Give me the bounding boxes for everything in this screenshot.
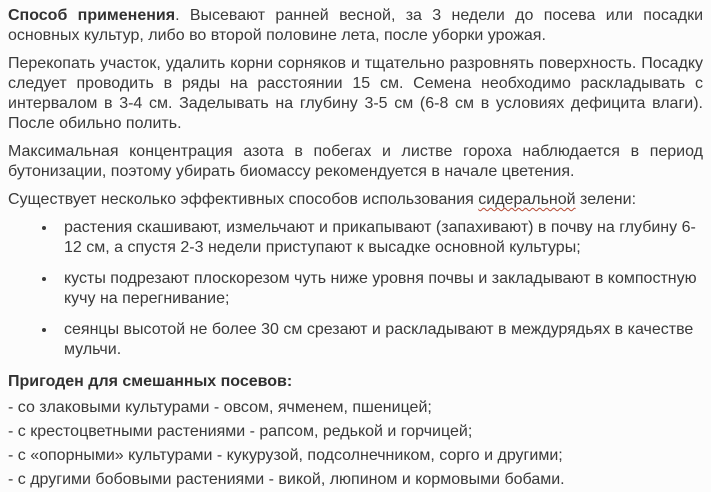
methods-intro-paragraph: [8, 190, 703, 210]
usage-heading: Способ применения: [8, 7, 176, 24]
methods-list: [8, 218, 703, 360]
list-item: - с другими бобовыми растениями - викой, люпином и кормовыми бобами.: [8, 471, 565, 488]
mixed-sowing-heading: Пригоден для смешанных посевов:: [8, 373, 293, 390]
list-item: - с крестоцветными растениями - рапсом, редькой и горчицей;: [8, 423, 473, 440]
list-item: • растения скашивают, измельчают и прикапывают (запахивают) в почву на глубину 6-12 см, а спустя 2-3 недели приступают к высадке основной культуры;: [57, 218, 703, 258]
list-item: • кусты подрезают плоскорезом чуть ниже уровня почвы и закладывают в компостную кучу на перегнивание;: [57, 269, 703, 309]
methods-intro-prefix: Существует несколько эффективных способов использования: [8, 191, 479, 208]
misspelled-word: сидеральной: [478, 191, 576, 208]
usage-paragraph: [8, 6, 703, 46]
list-item: - со злаковыми культурами - овсом, ячменем, пшеницей;: [8, 399, 432, 416]
nitrogen-paragraph: Максимальная концентрация азота в побегах и листве гороха наблюдается в период бутонизации, поэтому убирать биомассу рекомендуется в начале цветения.: [8, 143, 703, 180]
preparation-paragraph: Перекопать участок, удалить корни сорняков и тщательно разровнять поверхность. Посадку следует проводить в ряды на расстоянии 15 см. Семена необходимо раскладывать с интервалом в 3-4 см. Заделывать на глубину 3-5 см (6-8 см в условиях дефицита влаги). После обильно полить.: [8, 55, 703, 132]
list-item: - с «опорными» культурами - кукурузой, подсолнечником, сорго и другими;: [8, 447, 563, 464]
usage-text: . Высевают ранней весной, за 3 недели до посева или посадки основных культур, либо во второй половине лета, после уборки урожая.: [8, 7, 704, 44]
mixed-sowing-list: [8, 396, 703, 492]
methods-intro-suffix: зелени:: [575, 191, 637, 208]
list-item: • сеянцы высотой не более 30 см срезают и раскладывают в междурядьях в качестве мульчи.: [57, 320, 703, 360]
